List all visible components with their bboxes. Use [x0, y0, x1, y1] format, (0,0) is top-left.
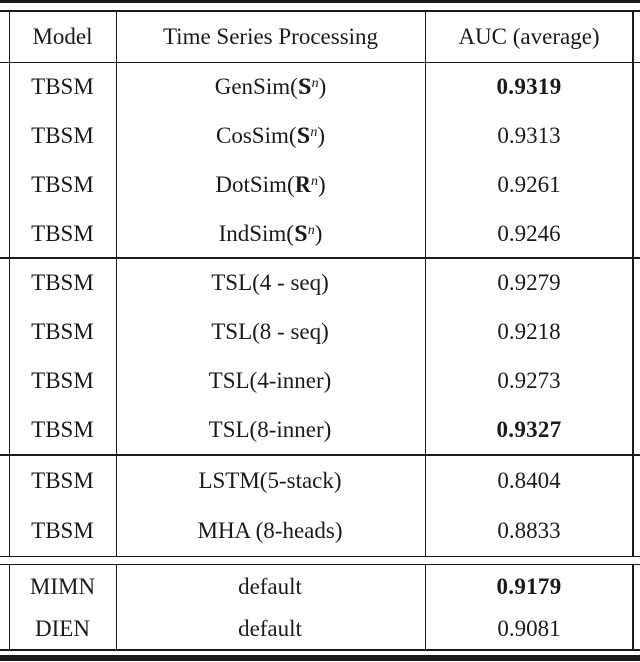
processing-close: ): [317, 123, 325, 148]
auc-cell: 0.9319: [496, 74, 562, 99]
processing-cell: [116, 209, 425, 257]
table-row: [9, 307, 633, 356]
processing-text: LSTM(5-stack): [198, 468, 342, 493]
processing-text: CosSim(: [216, 123, 297, 148]
model-cell: TBSM: [31, 417, 94, 442]
auc-cell: 0.8833: [497, 518, 561, 543]
table-row: [9, 607, 633, 649]
processing-close: ): [317, 172, 326, 197]
processing-cell: [116, 307, 425, 356]
processing-cell: [116, 160, 425, 209]
auc-cell: 0.9246: [497, 220, 561, 246]
model-cell: TBSM: [31, 74, 94, 99]
superscript-n: n: [311, 76, 319, 91]
processing-cell: [116, 565, 425, 607]
bottom-thin-rule: [0, 649, 640, 651]
auc-cell: 0.9179: [496, 573, 562, 599]
top-thick-rule: [0, 0, 640, 3]
table-row: [9, 259, 633, 308]
auc-cell: 0.9279: [497, 270, 561, 296]
processing-cell: [116, 356, 425, 405]
model-cell: DIEN: [35, 615, 90, 641]
table-row: [9, 506, 633, 556]
superscript-n: n: [310, 125, 318, 140]
processing-cell: [116, 259, 425, 308]
auc-cell: 0.9313: [497, 123, 561, 148]
auc-cell: 0.8404: [497, 468, 561, 493]
model-cell: TBSM: [31, 220, 94, 246]
processing-text: MHA (8-heads): [197, 518, 343, 543]
header-row: [9, 11, 633, 61]
auc-cell: 0.9081: [497, 615, 561, 641]
model-cell: TBSM: [31, 319, 94, 344]
double-struck-set-symbol: R: [294, 172, 310, 197]
processing-text: GenSim(: [214, 74, 298, 99]
processing-text: DotSim(: [215, 172, 295, 197]
model-cell: MIMN: [29, 573, 96, 599]
model-cell: TBSM: [31, 270, 94, 296]
auc-cell: 0.9327: [496, 417, 562, 442]
processing-text: default: [238, 573, 302, 599]
table-row: [9, 160, 633, 209]
processing-text: TSL(4 - seq): [211, 270, 329, 296]
column-header-processing: Time Series Processing: [162, 23, 379, 49]
processing-close: ): [314, 220, 323, 246]
processing-cell: [116, 456, 425, 506]
table-row: [9, 456, 633, 506]
double-struck-set-symbol: S: [297, 74, 311, 99]
model-cell: TBSM: [31, 123, 94, 148]
column-header-model: Model: [32, 23, 93, 49]
processing-cell: [116, 405, 425, 454]
processing-cell: [116, 62, 425, 111]
processing-close: ): [318, 74, 327, 99]
model-cell: TBSM: [31, 468, 94, 493]
double-struck-set-symbol: S: [296, 123, 310, 148]
superscript-n: n: [307, 222, 315, 238]
table-row: [9, 62, 633, 111]
processing-text: IndSim(: [218, 220, 294, 246]
model-cell: TBSM: [31, 518, 94, 543]
table-row: [9, 565, 633, 607]
table-row: [9, 405, 633, 454]
bottom-thick-rule: [0, 655, 640, 661]
processing-text: TSL(4-inner): [208, 368, 332, 393]
processing-text: TSL(8 - seq): [211, 319, 329, 344]
column-header-auc: AUC (average): [458, 23, 600, 49]
auc-cell: 0.9273: [497, 368, 561, 393]
processing-cell: [116, 111, 425, 160]
model-cell: TBSM: [31, 172, 94, 197]
double-struck-set-symbol: S: [293, 220, 307, 246]
processing-text: default: [238, 615, 302, 641]
processing-cell: [116, 607, 425, 649]
processing-text: TSL(8-inner): [208, 417, 332, 442]
table-row: [9, 209, 633, 257]
processing-cell: [116, 506, 425, 556]
section3-rule-upper: [0, 556, 640, 558]
superscript-n: n: [310, 174, 318, 189]
auc-cell: 0.9261: [497, 172, 561, 197]
table-row: [9, 111, 633, 160]
auc-cell: 0.9218: [497, 319, 561, 344]
model-cell: TBSM: [31, 368, 94, 393]
table-row: [9, 356, 633, 405]
